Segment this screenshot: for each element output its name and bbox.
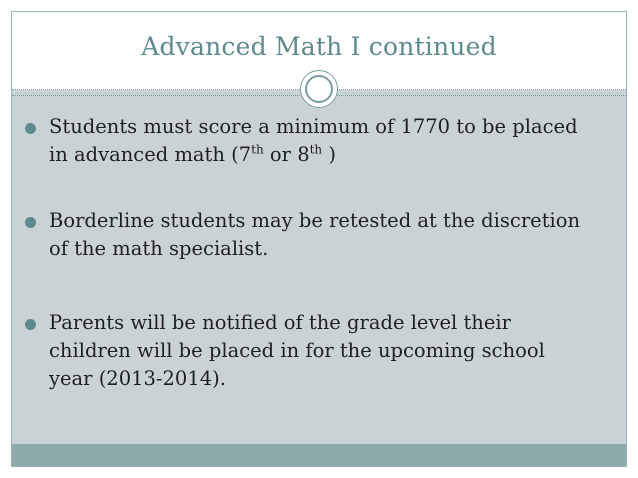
filled-circle-bullet-icon <box>25 319 36 330</box>
bullet-2-line-2: of the math specialist. <box>49 237 269 260</box>
filled-circle-bullet-icon <box>25 217 36 228</box>
circle-ring-inner <box>305 75 333 103</box>
bullet-1-line-2-mid: or 8 <box>263 143 310 166</box>
bullet-text-2 <box>49 207 609 263</box>
bullet-2-line-1: Borderline students may be retested at the discretion <box>49 209 581 232</box>
slide <box>11 11 627 467</box>
bullet-3-line-3: year (2013-2014). <box>49 367 226 390</box>
bullet-1-line-2-post: ) <box>322 143 336 166</box>
slide-title: Advanced Math I continued <box>141 32 497 61</box>
footer-bar <box>12 444 626 466</box>
superscript-th-1: th <box>251 142 264 157</box>
bullet-1-line-2 <box>49 141 609 169</box>
bullet-1-line-2-pre: in advanced math (7 <box>49 143 252 166</box>
bullet-1-line-1: Students must score a minimum of 1770 to be placed <box>49 115 578 138</box>
filled-circle-bullet-icon <box>25 123 36 134</box>
bullet-text-1 <box>49 113 609 169</box>
bullet-3-line-2: children will be placed in for the upcoming school <box>49 339 545 362</box>
bullet-3-line-1: Parents will be notified of the grade level their <box>49 311 511 334</box>
superscript-th-2: th <box>309 142 323 157</box>
circle-ring-icon <box>300 70 338 108</box>
bullet-text-3 <box>49 309 609 393</box>
